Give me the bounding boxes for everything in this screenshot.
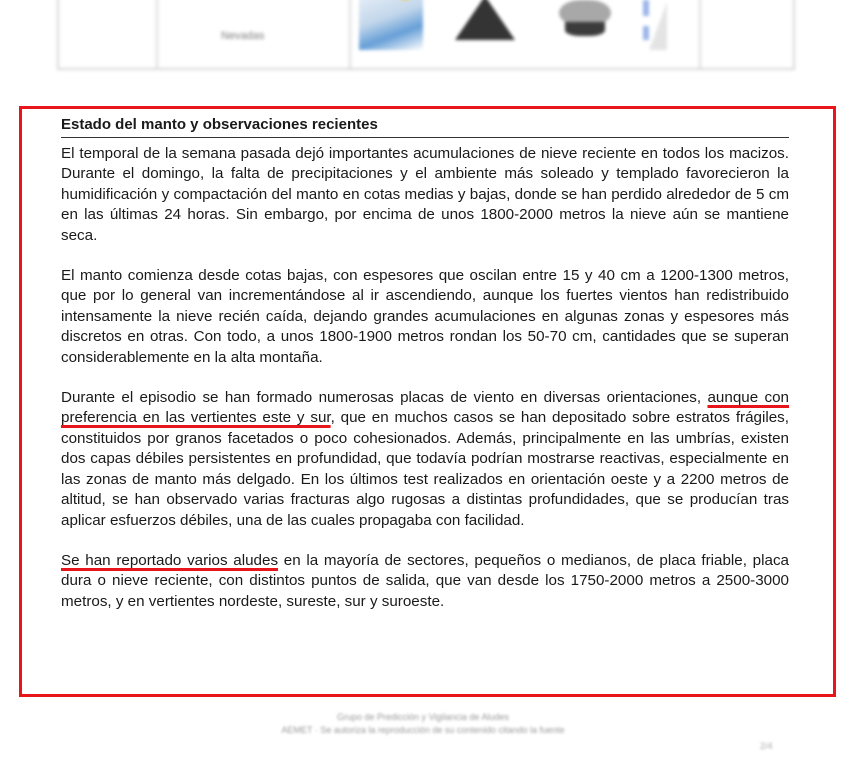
underlined-phrase: Se han reportado varios aludes — [61, 551, 279, 569]
section-heading: Estado del manto y observaciones recientes — [61, 113, 789, 138]
paragraph-1 — [61, 144, 789, 246]
footer-line-1: Grupo de Predicción y Vigilancia de Aludes — [337, 712, 509, 722]
paragraph-text: , que en muchos casos se han depositado sobre estratos frágiles, constituidos por granos facetados o poco cohesionados. Además, principalmente en las umbrías, existen dos capas débiles persistentes en profundidad, que todavía podrían mostrarse reactivas, especialmente en las zonas de manto más delgado. En los últimos test realizados en orientación oeste y a 2200 metros de altitud, se han observado varias fracturas algo rugosas a distintas profundidades, que se producían tras aplicar esfuerzos débiles, una de las cuales propagaba con facilidad. — [61, 409, 789, 529]
sun-snow-icon — [359, 0, 423, 50]
footer-line-2: AEMET · Se autoriza la reproducción de su contenido citando la fuente — [281, 725, 565, 735]
paragraph-4 — [61, 551, 789, 612]
blurred-table-fragment — [57, 0, 795, 70]
page-number: 2/4 — [760, 741, 773, 751]
cloud-icon — [551, 0, 617, 50]
paragraph-text: El temporal de la semana pasada dejó importantes acumulaciones de nieve reciente en todos los macizos. Durante el domingo, la falta de precipitaciones y el ambiente más soleado y templado favorecieron la humidificación y compactación del manto en cotas medias y bajas, donde se han perdido alrededor de 5 cm en las últimas 24 horas. Sin embargo, por encima de unos 1800-2000 metros la nieve aún se mantiene seca. — [61, 145, 789, 244]
snowpack-section — [61, 113, 789, 632]
table-row-label: Nevadas — [221, 30, 265, 42]
table-divider — [349, 0, 351, 68]
elevation-bars-icon — [637, 0, 657, 50]
paragraph-text: Durante el episodio se han formado numerosas placas de viento en diversas orientaciones, — [61, 389, 708, 407]
paragraph-text: en la mayoría de sectores, pequeños o medianos, de placa friable, placa dura o nieve reciente, con distintos puntos de salida, que van desde los 1750-2000 metros a 2500-3000 metros, y en vertientes nordeste, sureste, sur y suroeste. — [61, 551, 789, 610]
underlined-phrase: aunque con preferencia en las vertientes este y sur — [61, 389, 789, 427]
paragraph-text: El manto comienza desde cotas bajas, con espesores que oscilan entre 15 y 40 cm a 1200-1300 metros, que por lo general van incrementándose al ir ascendiendo, aunque los fuertes vientos han redistribuido intensamente la nieve recién caída, dejando grandes acumulaciones en algunas zonas y espesores más discretos en otras. Con todo, a unos 1800-1900 metros rondan los 50-70 cm, cantidades que se superan considerablemente en la alta montaña. — [61, 267, 789, 366]
mountain-icon — [451, 0, 517, 50]
paragraph-3 — [61, 388, 789, 531]
table-divider — [699, 0, 701, 68]
paragraph-2 — [61, 266, 789, 368]
table-divider — [156, 0, 158, 68]
